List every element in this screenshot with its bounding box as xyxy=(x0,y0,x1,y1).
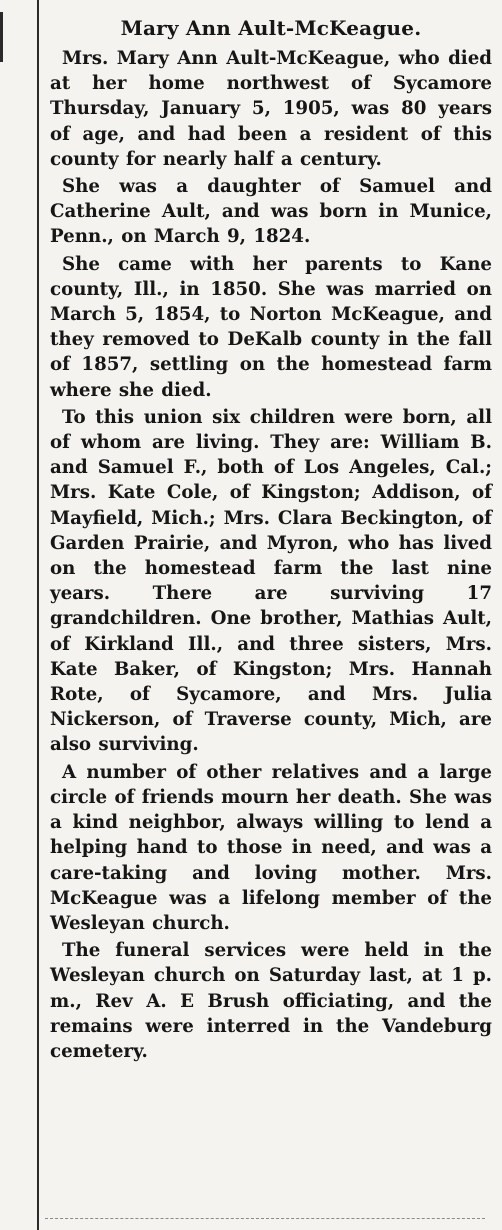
end-rule xyxy=(45,1218,485,1219)
margin-mark xyxy=(0,12,3,62)
article-paragraph-5: A number of other relatives and a large circle of friends mourn her death. She was a kind neighbor, always willing to lend a helping hand to those in need, and was a care-taking and loving mother. Mrs. McKeague was a lifelong member of the Wesleyan church. xyxy=(50,761,492,934)
obituary-article xyxy=(50,14,492,1066)
article-paragraph-1: Mrs. Mary Ann Ault-McKeague, who died at her home northwest of Sycamore Thursday, January 5, 1905, was 80 years of age, and had been a resident of this county for nearly half a century. xyxy=(50,48,492,170)
article-paragraph-4: To this union six children were born, all of whom are living. They are: William B. and Samuel F., both of Los Angeles, Cal.; Mrs. Kate Cole, of Kingston; Addison, of Mayfield, Mich.; Mrs. Clara Beckington, of Garden Prairie, and Myron, who has lived on the homestead farm the last nine years. There are surviving 17 grandchildren. One brother, Mathias Ault, of Kirkland Ill., and three sisters, Mrs. Kate Baker, of Kingston; Mrs. Hannah Rote, of Sycamore, and Mrs. Julia Nickerson, of Traverse county, Mich, are also surviving. xyxy=(50,406,492,756)
article-headline: Mary Ann Ault-McKeague. xyxy=(120,16,422,40)
column-rule xyxy=(37,0,39,1230)
article-paragraph-6: The funeral services were held in the Wesleyan church on Saturday last, at 1 p. m., Rev A. E Brush officiating, and the remains were interred in the Vandeburg cemetery. xyxy=(50,940,492,1062)
article-paragraph-2: She was a daughter of Samuel and Catherine Ault, and was born in Munice, Penn., on March 9, 1824. xyxy=(50,176,492,248)
article-paragraph-3: She came with her parents to Kane county, Ill., in 1850. She was married on March 5, 1854, to Norton McKeague, and they removed to DeKalb county in the fall of 1857, settling on the homestead farm where she died. xyxy=(50,253,492,401)
